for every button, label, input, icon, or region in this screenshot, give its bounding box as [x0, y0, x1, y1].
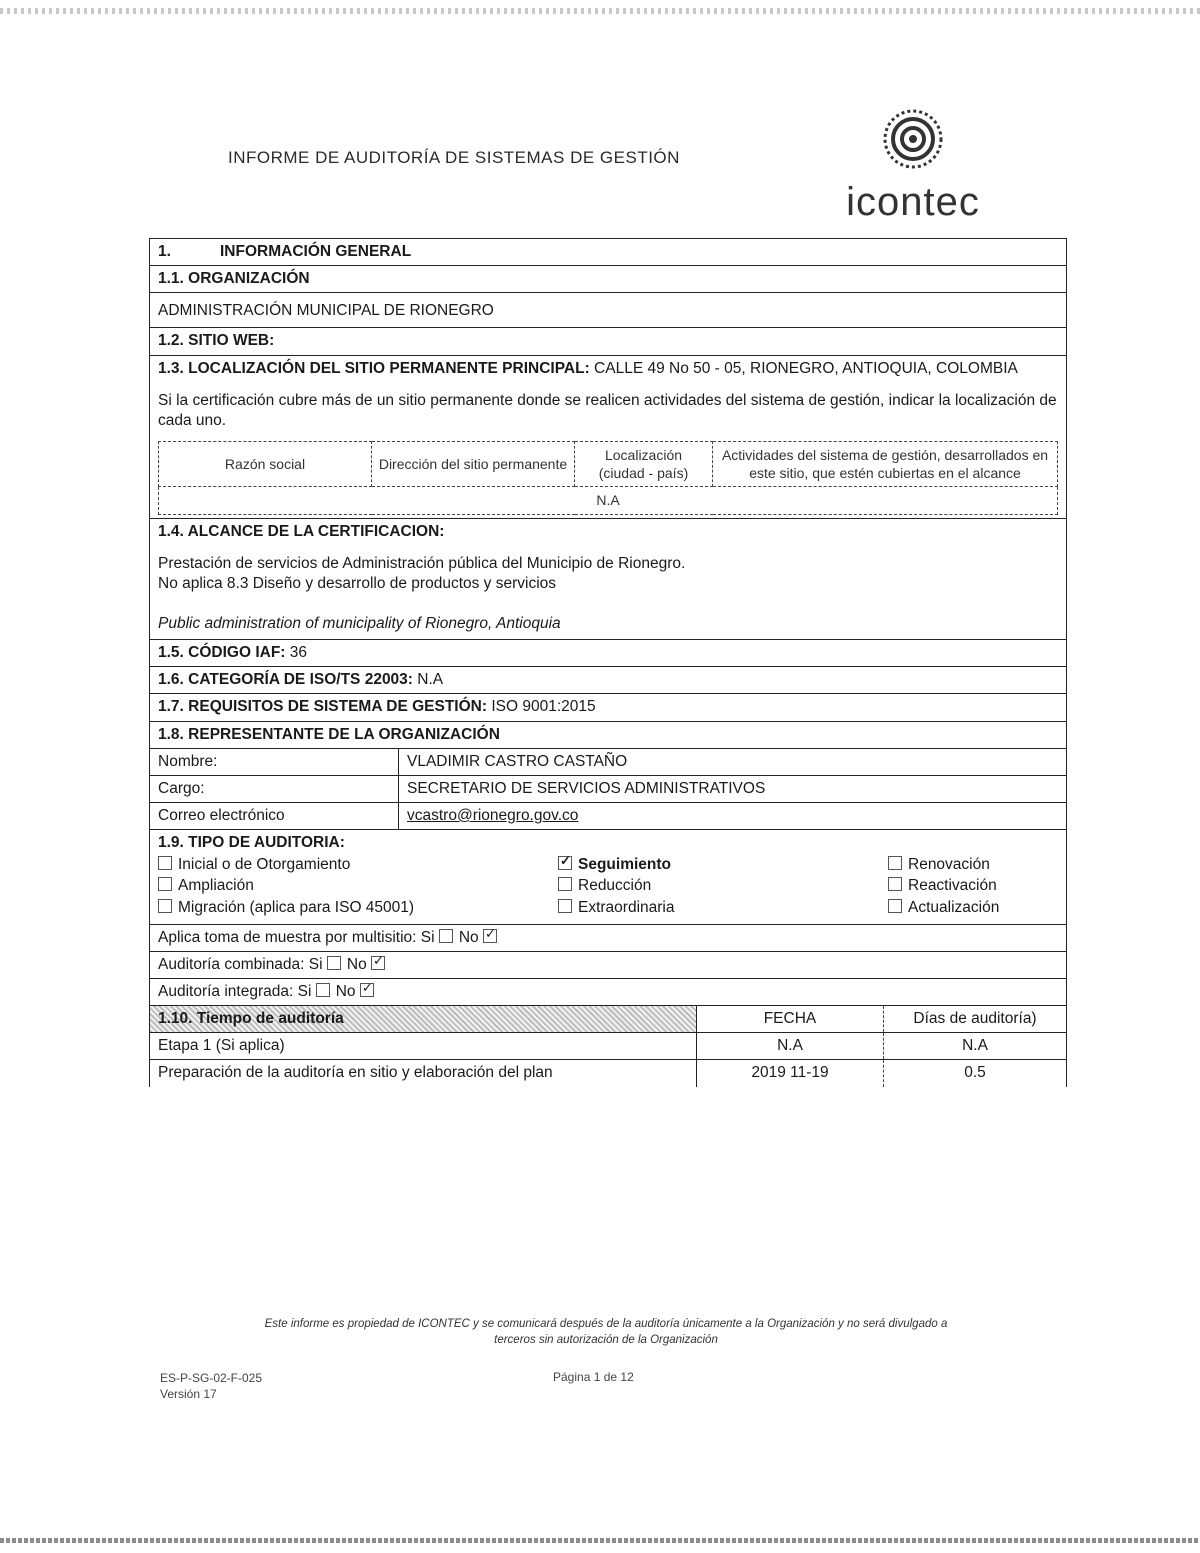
iaf-code-value: 36	[289, 644, 308, 662]
option-actualizacion[interactable]: Actualización	[888, 898, 1058, 918]
stage-1-days: N.A	[884, 1033, 1067, 1060]
scope-english: Public administration of municipality of Rionegro, Antioquia	[158, 614, 561, 632]
checkbox-combined-no-checked[interactable]	[371, 956, 385, 970]
document-title: INFORME DE AUDITORÍA DE SISTEMAS DE GESTIÓN	[228, 148, 680, 167]
multisite-label: Aplica toma de muestra por multisitio:	[158, 928, 417, 946]
iso-category-label: 1.6. CATEGORÍA DE ISO/TS 22003:	[158, 671, 413, 689]
audit-time-cell	[150, 1006, 1067, 1087]
scope-header: 1.4. ALCANCE DE LA CERTIFICACION:	[158, 522, 445, 540]
main-site-address: CALLE 49 No 50 - 05, RIONEGRO, ANTIOQUIA, COLOMBIA	[594, 359, 1018, 377]
website-header: 1.2. SITIO WEB:	[150, 328, 1067, 355]
col-localizacion: Localización (ciudad - país)	[575, 441, 713, 486]
option-renovacion[interactable]: Renovación	[888, 855, 1058, 875]
multi-site-note: Si la certificación cubre más de un sitio permanente donde se realicen actividades del sistema de gestión, indicar la localización de cada uno.	[158, 391, 1057, 429]
confidentiality-note: Este informe es propiedad de ICONTEC y se comunicará después de la auditoría únicamente a la Organización y no será divulgado a terceros sin autorización de la Organización	[264, 1318, 948, 1347]
main-site-label: 1.3. LOCALIZACIÓN DEL SITIO PERMANENTE PRINCIPAL:	[158, 359, 590, 377]
scope-line-1: Prestación de servicios de Administración pública del Municipio de Rionegro.	[158, 554, 686, 572]
organization-name: ADMINISTRACIÓN MUNICIPAL DE RIONEGRO	[150, 293, 1067, 328]
organization-header: 1.1. ORGANIZACIÓN	[150, 266, 1067, 293]
requirements-value: ISO 9001:2015	[491, 698, 596, 716]
audit-type-cell	[150, 830, 1067, 925]
rep-email-value	[399, 802, 1067, 829]
form-code: ES-P-SG-02-F-025 Versión 17	[160, 1371, 263, 1402]
checkbox-migracion[interactable]	[158, 899, 172, 913]
audit-type-header: 1.9. TIPO DE AUDITORIA:	[158, 834, 345, 852]
checkbox-actualizacion[interactable]	[888, 899, 902, 913]
audit-time-header: 1.10. Tiempo de auditoría	[150, 1006, 697, 1033]
option-ampliacion[interactable]: Ampliación	[158, 876, 558, 896]
requirements-cell	[150, 694, 1067, 721]
iso-category-cell	[150, 667, 1067, 694]
stage-1-label: Etapa 1 (Si aplica)	[150, 1033, 697, 1060]
prep-days: 0.5	[884, 1060, 1067, 1087]
page-number: Página 1 de 12	[553, 1370, 634, 1384]
option-seguimiento[interactable]: ✓ Seguimiento	[558, 855, 888, 875]
checkbox-integrated-si[interactable]	[316, 983, 330, 997]
checkbox-ampliacion[interactable]	[158, 877, 172, 891]
audit-report-form	[149, 238, 1067, 1087]
col-fecha: FECHA	[697, 1006, 884, 1033]
audit-type-options	[158, 855, 1058, 917]
logo-wordmark: icontec	[846, 180, 980, 224]
rep-role-value: SECRETARIO DE SERVICIOS ADMINISTRATIVOS	[399, 775, 1067, 802]
main-site-cell	[150, 355, 1067, 518]
stage-1-date: N.A	[697, 1033, 884, 1060]
iaf-code-cell	[150, 640, 1067, 667]
prep-label: Preparación de la auditoría en sitio y elaboración del plan	[150, 1060, 697, 1087]
section-1-header	[150, 239, 1067, 266]
checkbox-multisite-no-checked[interactable]	[483, 929, 497, 943]
option-reactivacion[interactable]: Reactivación	[888, 876, 1058, 896]
icontec-emblem-icon	[878, 104, 948, 174]
checkbox-combined-si[interactable]	[327, 956, 341, 970]
scan-artifact-bottom	[0, 1538, 1200, 1543]
rep-email-link[interactable]: vcastro@rionegro.gov.co	[407, 806, 579, 824]
integrated-label: Auditoría integrada:	[158, 982, 294, 1000]
checkbox-renovacion[interactable]	[888, 856, 902, 870]
scope-line-2: No aplica 8.3 Diseño y desarrollo de productos y servicios	[158, 574, 557, 592]
scope-cell	[150, 518, 1067, 640]
multisite-cell: Aplica toma de muestra por multisitio: Si No ✓	[150, 924, 1067, 951]
section-1-row	[150, 239, 1067, 266]
combined-cell: Auditoría combinada: Si No ✓	[150, 951, 1067, 978]
sites-na: N.A	[159, 487, 1058, 514]
requirements-label: 1.7. REQUISITOS DE SISTEMA DE GESTIÓN:	[158, 698, 488, 716]
checkbox-multisite-si[interactable]	[439, 929, 453, 943]
checkbox-seguimiento-checked[interactable]	[558, 856, 572, 870]
rep-email-label: Correo electrónico	[150, 802, 399, 829]
checkbox-reactivacion[interactable]	[888, 877, 902, 891]
iaf-code-label: 1.5. CÓDIGO IAF:	[158, 644, 286, 662]
option-inicial[interactable]: Inicial o de Otorgamiento	[158, 855, 558, 875]
rep-role-label: Cargo:	[150, 775, 399, 802]
prep-date: 2019 11-19	[697, 1060, 884, 1087]
audit-time-table	[150, 1006, 1066, 1086]
representative-header: 1.8. REPRESENTANTE DE LA ORGANIZACIÓN	[150, 721, 1067, 748]
col-direccion: Dirección del sitio permanente	[372, 441, 575, 486]
checkbox-inicial[interactable]	[158, 856, 172, 870]
option-migracion[interactable]: Migración (aplica para ISO 45001)	[158, 898, 558, 918]
sites-table	[158, 441, 1058, 515]
col-razon-social: Razón social	[159, 441, 372, 486]
option-extraordinaria[interactable]: Extraordinaria	[558, 898, 888, 918]
scan-artifact-top	[0, 8, 1200, 14]
section-1-title: INFORMACIÓN GENERAL	[220, 243, 412, 260]
integrated-cell: Auditoría integrada: Si No ✓	[150, 978, 1067, 1005]
checkbox-integrated-no-checked[interactable]	[360, 983, 374, 997]
combined-label: Auditoría combinada:	[158, 955, 305, 973]
rep-name-value: VLADIMIR CASTRO CASTAÑO	[399, 748, 1067, 775]
iso-category-value: N.A	[417, 671, 444, 689]
checkbox-reduccion[interactable]	[558, 877, 572, 891]
col-dias: Días de auditoría)	[913, 1010, 1037, 1028]
rep-name-label: Nombre:	[150, 748, 399, 775]
section-1-number: 1.	[158, 243, 171, 260]
icontec-logo	[828, 104, 998, 224]
form-version: Versión 17	[160, 1387, 217, 1402]
col-actividades: Actividades del sistema de gestión, desarrollados en este sitio, que estén cubiertas en el alcance	[713, 441, 1058, 486]
option-reduccion[interactable]: Reducción	[558, 876, 888, 896]
checkbox-extraordinaria[interactable]	[558, 899, 572, 913]
